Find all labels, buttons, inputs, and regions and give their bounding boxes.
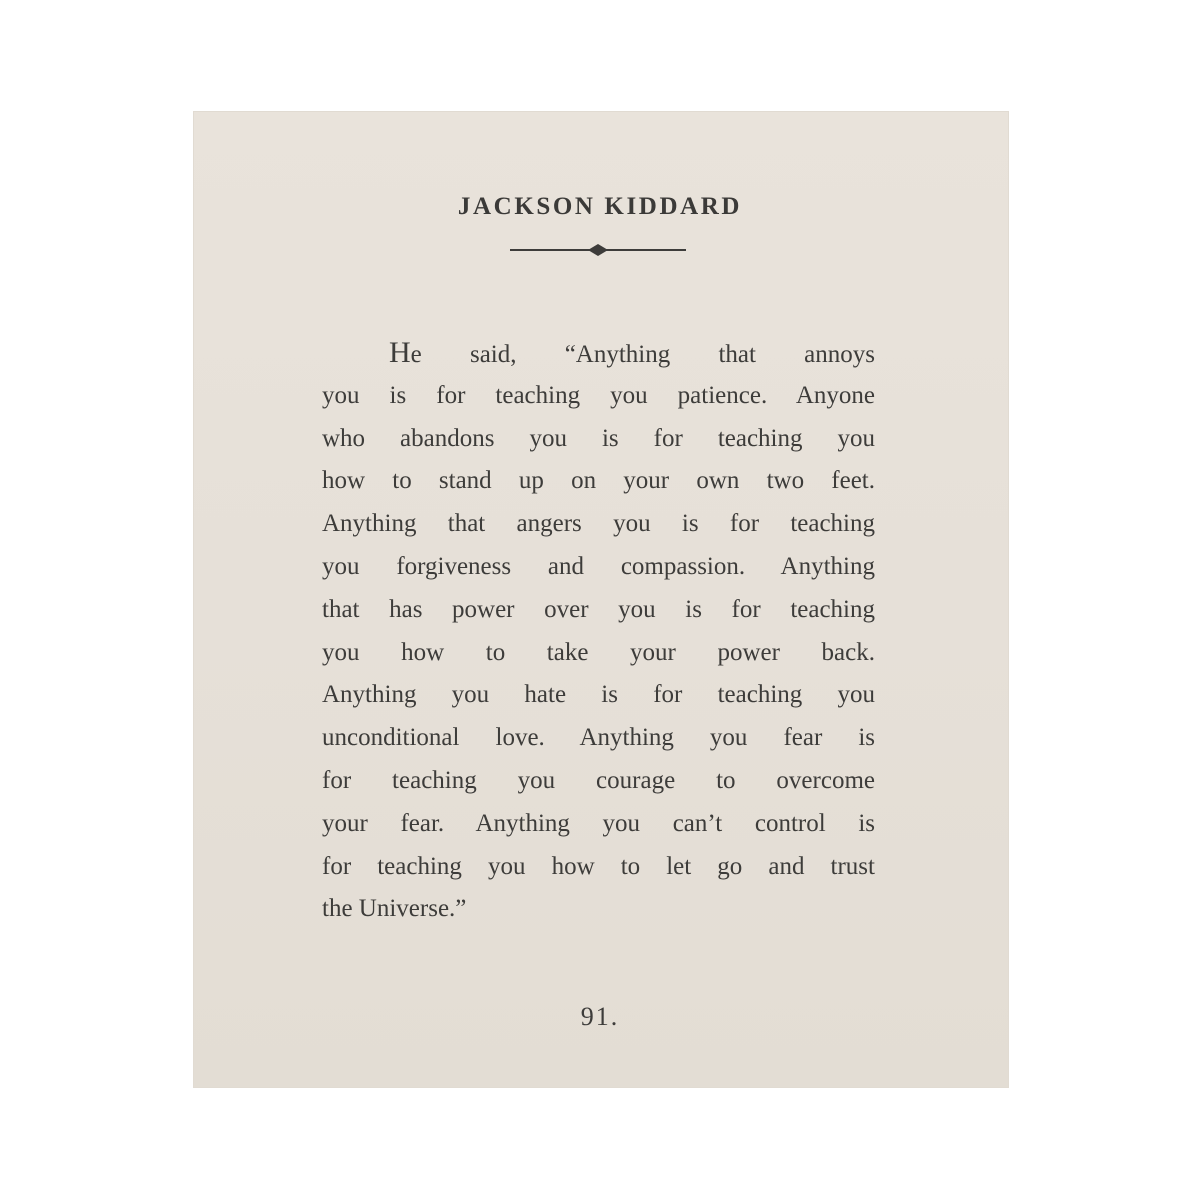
quote-line: your fear. Anything you can’t control is bbox=[322, 809, 875, 837]
quote-line-text: e said, “Anything that annoys bbox=[410, 341, 875, 368]
quote-line: for teaching you how to let go and trust bbox=[322, 852, 875, 880]
author-heading: JACKSON KIDDARD bbox=[457, 193, 743, 220]
quote-line: who abandons you is for teaching you bbox=[322, 424, 875, 452]
quote-line: how to stand up on your own two feet. bbox=[322, 467, 875, 495]
quote-line: you is for teaching you patience. Anyone bbox=[322, 381, 875, 409]
quote-line: the Universe.” bbox=[322, 895, 467, 923]
diamond-rule-ornament bbox=[508, 240, 688, 260]
quote-paragraph bbox=[322, 332, 875, 931]
quote-line: you forgiveness and compassion. Anything bbox=[322, 552, 875, 580]
quote-line: unconditional love. Anything you fear is bbox=[322, 724, 875, 752]
drop-cap-letter: H bbox=[389, 336, 411, 369]
quote-line bbox=[322, 332, 875, 375]
page-number: 91. bbox=[580, 1002, 620, 1031]
quote-line: Anything you hate is for teaching you bbox=[322, 681, 875, 709]
quote-line: you how to take your power back. bbox=[322, 638, 875, 666]
quote-line: Anything that angers you is for teaching bbox=[322, 510, 875, 538]
quote-line: for teaching you courage to overcome bbox=[322, 766, 875, 794]
quote-line: that has power over you is for teaching bbox=[322, 595, 875, 623]
